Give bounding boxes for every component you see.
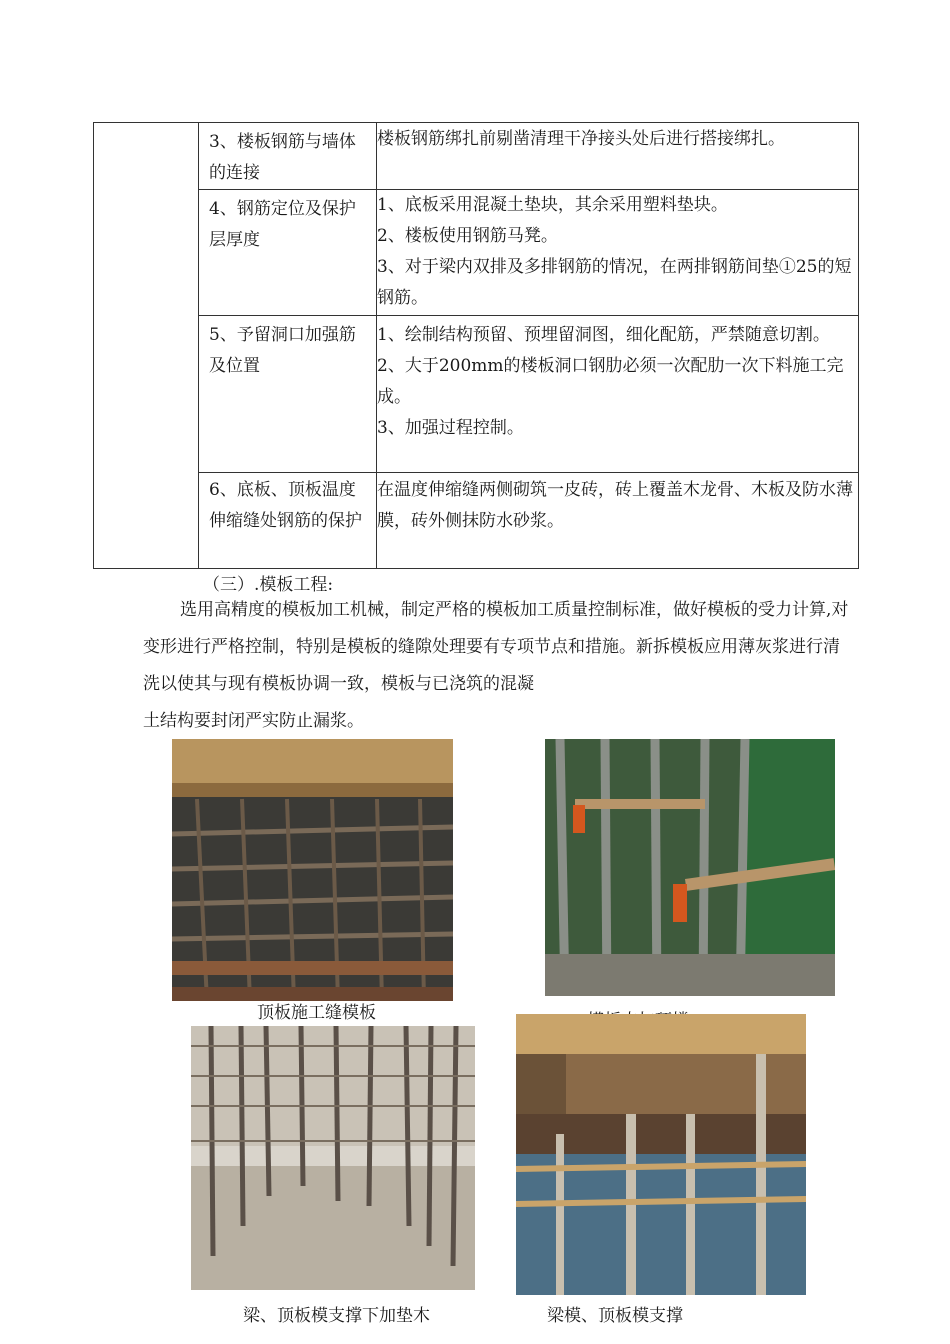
section-heading: （三）.模板工程:	[203, 575, 334, 595]
section-paragraph-end: 土结构要封闭严实防止漏浆。	[143, 711, 364, 731]
photo-form-struts	[545, 739, 835, 996]
category-cell	[94, 123, 199, 569]
table-row	[94, 473, 859, 569]
table-row	[94, 123, 859, 190]
table-row	[94, 190, 859, 316]
photo-caption: 梁模、顶板模支撑	[547, 1306, 683, 1326]
table-row	[94, 316, 859, 473]
section-paragraph: 选用高精度的模板加工机械，制定严格的模板加工质量控制标准，做好模板的受力计算,对变形进行严格控制，特别是模板的缝隙处理要有专项节点和措施。新拆模板应用薄灰浆进行清洗以使其与现有模板协调一致，模板与已浇筑的混凝	[143, 600, 849, 694]
photo-beam-slab-supports	[516, 1014, 806, 1295]
item-cell: 4、钢筋定位及保护层厚度	[199, 190, 377, 316]
construction-table	[93, 122, 859, 569]
photo-caption: 顶板施工缝模板	[257, 1003, 376, 1023]
content-cell: 楼板钢筋绑扎前剔凿清理干净接头处后进行搭接绑扎。	[377, 123, 859, 190]
content-cell: 1、底板采用混凝土垫块，其余采用塑料垫块。 2、楼板使用钢筋马凳。 3、对于梁内双排及多排钢筋的情况，在两排钢筋间垫①25的短钢筋。	[377, 190, 859, 316]
item-cell: 6、底板、顶板温度伸缩缝处钢筋的保护	[199, 473, 377, 569]
item-cell: 3、楼板钢筋与墙体的连接	[199, 123, 377, 190]
content-cell: 1、绘制结构预留、预埋留洞图，细化配筋，严禁随意切割。 2、大于200mm的楼板洞口钢肋必须一次配肋一次下料施工完成。 3、加强过程控制。	[377, 316, 859, 473]
content-cell: 在温度伸缩缝两侧砌筑一皮砖，砖上覆盖木龙骨、木板及防水薄膜，砖外侧抹防水砂浆。	[377, 473, 859, 569]
photo-caption: 梁、顶板模支撑下加垫木	[243, 1306, 430, 1326]
photo-slab-joint-formwork	[172, 739, 453, 1001]
photo-support-pads	[191, 1026, 475, 1290]
item-cell: 5、予留洞口加强筋及位置	[199, 316, 377, 473]
